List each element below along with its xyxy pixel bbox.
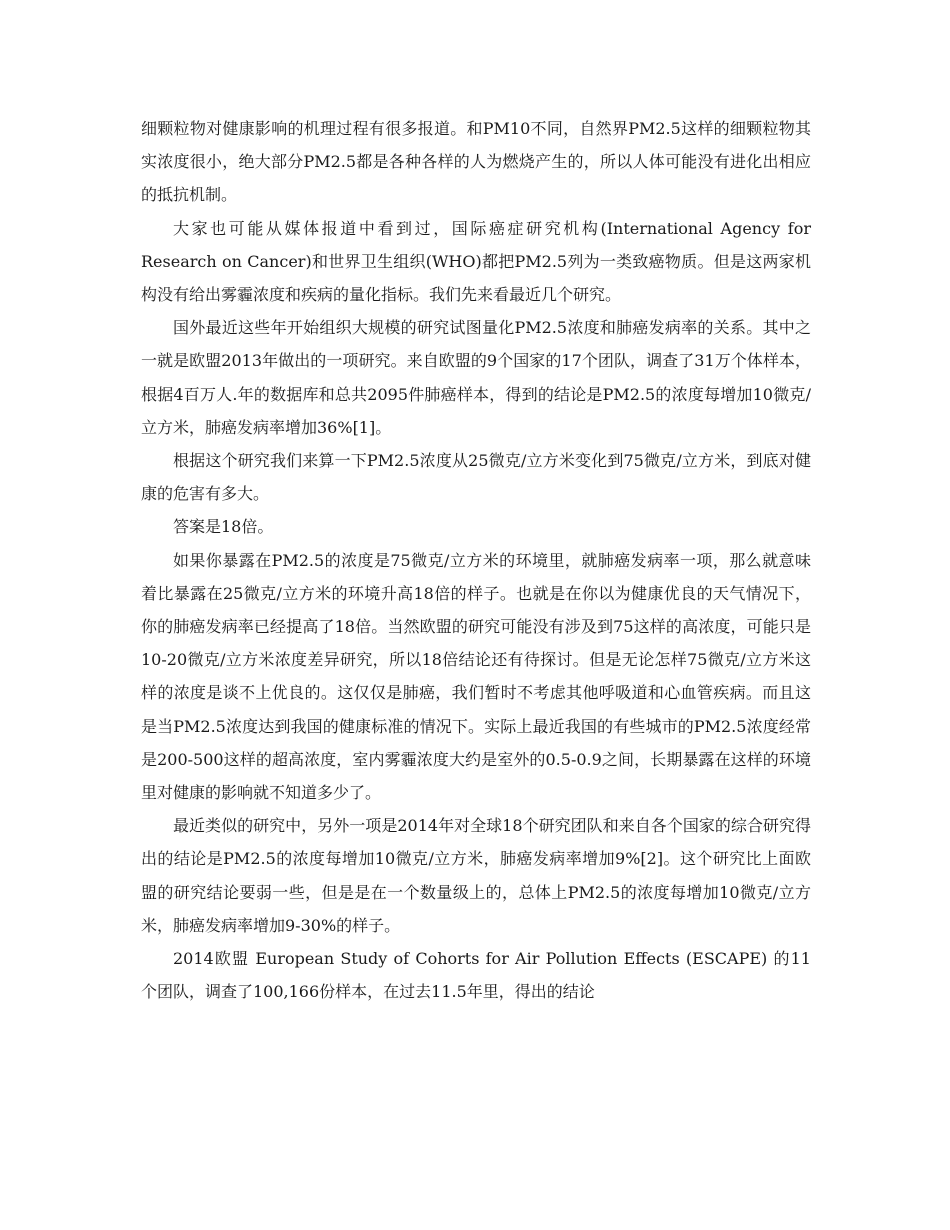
paragraph-2: 大家也可能从媒体报道中看到过，国际癌症研究机构(International Agency for Research on Cancer)和世界卫生组织(WHO)都把PM2.5列为一类致癌物质。但是这两家机构没有给出雾霾浓度和疾病的量化指标。我们先来看最近几个研究。 bbox=[141, 218, 811, 305]
document-page bbox=[141, 112, 811, 1008]
paragraph-1: 细颗粒物对健康影响的机理过程有很多报道。和PM10不同，自然界PM2.5这样的细颗粒物其实浓度很小，绝大部分PM2.5都是各种各样的人为燃烧产生的，所以人体可能没有进化出相应的抵抗机制。 bbox=[141, 119, 811, 205]
paragraph-8: 2014欧盟 European Study of Cohorts for Air Pollution Effects (ESCAPE) 的11个团队，调查了100,166份样本，在过去11.5年里，得出的结论 bbox=[141, 949, 811, 1002]
paragraph-4: 根据这个研究我们来算一下PM2.5浓度从25微克/立方米变化到75微克/立方米，到底对健康的危害有多大。 bbox=[141, 451, 811, 504]
paragraph-7: 最近类似的研究中，另外一项是2014年对全球18个研究团队和来自各个国家的综合研究得出的结论是PM2.5的浓度每增加10微克/立方米，肺癌发病率增加9%[2]。这个研究比上面欧盟的研究结论要弱一些，但是是在一个数量级上的，总体上PM2.5的浓度每增加10微克/立方米，肺癌发病率增加9-30%的样子。 bbox=[141, 816, 811, 935]
paragraph-6: 如果你暴露在PM2.5的浓度是75微克/立方米的环境里，就肺癌发病率一项，那么就意味着比暴露在25微克/立方米的环境升高18倍的样子。也就是在你以为健康优良的天气情况下，你的肺癌发病率已经提高了18倍。当然欧盟的研究可能没有涉及到75这样的高浓度，可能只是10-20微克/立方米浓度差异研究，所以18倍结论还有待探讨。但是无论怎样75微克/立方米这样的浓度是谈不上优良的。这仅仅是肺癌，我们暂时不考虑其他呼吸道和心血管疾病。而且这是当PM2.5浓度达到我国的健康标准的情况下。实际上最近我国的有些城市的PM2.5浓度经常是200-500这样的超高浓度，室内雾霾浓度大约是室外的0.5-0.9之间，长期暴露在这样的环境里对健康的影响就不知道多少了。 bbox=[141, 550, 811, 803]
paragraph-5: 答案是18倍。 bbox=[173, 517, 274, 537]
paragraph-3: 国外最近这些年开始组织大规模的研究试图量化PM2.5浓度和肺癌发病率的关系。其中之一就是欧盟2013年做出的一项研究。来自欧盟的9个国家的17个团队，调查了31万个体样本，根据4百万人.年的数据库和总共2095件肺癌样本，得到的结论是PM2.5的浓度每增加10微克/立方米，肺癌发病率增加36%[1]。 bbox=[141, 318, 811, 437]
